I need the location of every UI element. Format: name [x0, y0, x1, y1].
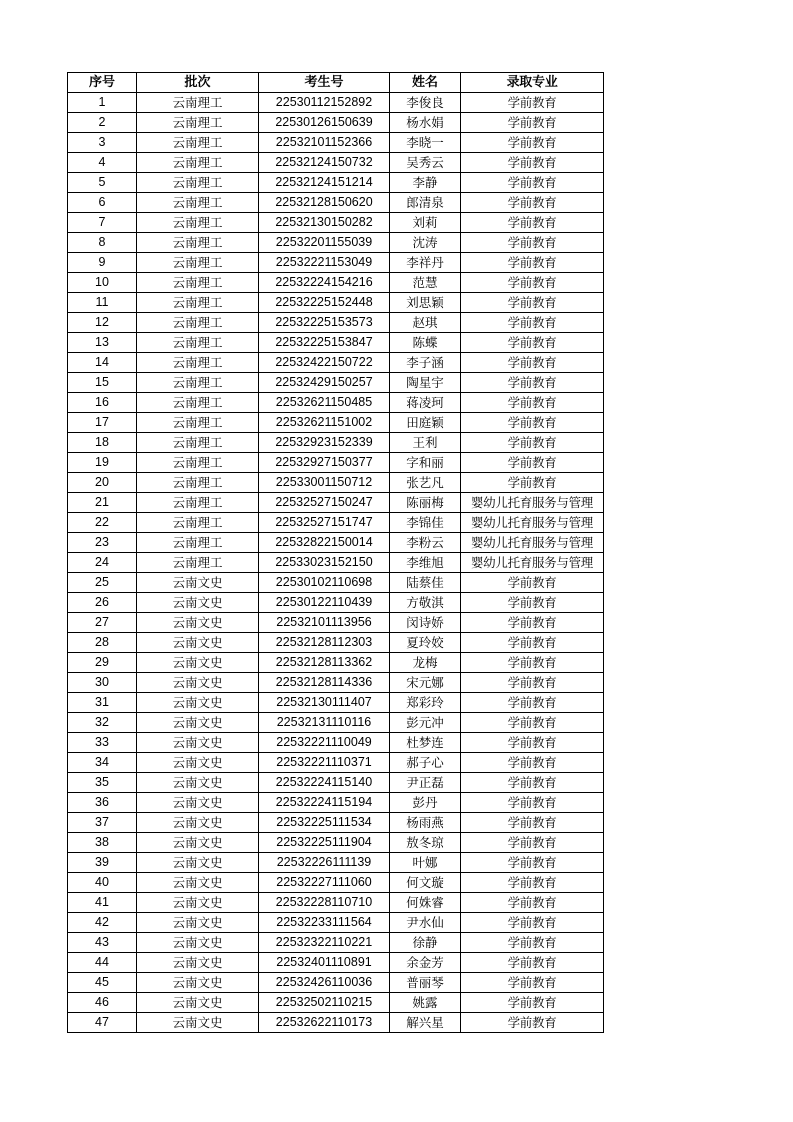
- cell-batch: 云南理工: [137, 153, 259, 173]
- table-row: [68, 573, 604, 593]
- cell-batch: 云南文史: [137, 873, 259, 893]
- table-row: [68, 533, 604, 553]
- cell-batch: 云南文史: [137, 853, 259, 873]
- cell-major: 学前教育: [461, 973, 604, 993]
- cell-batch: 云南文史: [137, 973, 259, 993]
- cell-batch: 云南文史: [137, 953, 259, 973]
- cell-no: 27: [68, 613, 137, 633]
- cell-no: 44: [68, 953, 137, 973]
- cell-exam-id: 22532130111407: [259, 693, 390, 713]
- cell-batch: 云南文史: [137, 793, 259, 813]
- table-row: [68, 933, 604, 953]
- cell-exam-id: 22532401110891: [259, 953, 390, 973]
- cell-major: 婴幼儿托育服务与管理: [461, 553, 604, 573]
- cell-name: 赵琪: [390, 313, 461, 333]
- cell-batch: 云南理工: [137, 273, 259, 293]
- cell-major: 学前教育: [461, 913, 604, 933]
- header-major: 录取专业: [461, 73, 604, 93]
- cell-name: 李祥丹: [390, 253, 461, 273]
- cell-batch: 云南理工: [137, 253, 259, 273]
- cell-batch: 云南文史: [137, 893, 259, 913]
- cell-major: 学前教育: [461, 473, 604, 493]
- cell-exam-id: 22532527150247: [259, 493, 390, 513]
- cell-major: 学前教育: [461, 633, 604, 653]
- table-row: [68, 513, 604, 533]
- cell-name: 敖冬琼: [390, 833, 461, 853]
- cell-no: 15: [68, 373, 137, 393]
- table-row: [68, 693, 604, 713]
- cell-no: 29: [68, 653, 137, 673]
- cell-exam-id: 22532228110710: [259, 893, 390, 913]
- cell-exam-id: 22532130150282: [259, 213, 390, 233]
- cell-no: 36: [68, 793, 137, 813]
- table-row: [68, 233, 604, 253]
- cell-major: 学前教育: [461, 293, 604, 313]
- cell-major: 学前教育: [461, 273, 604, 293]
- header-no: 序号: [68, 73, 137, 93]
- cell-no: 8: [68, 233, 137, 253]
- table-row: [68, 413, 604, 433]
- cell-major: 学前教育: [461, 313, 604, 333]
- cell-no: 21: [68, 493, 137, 513]
- cell-major: 学前教育: [461, 993, 604, 1013]
- cell-exam-id: 22532128113362: [259, 653, 390, 673]
- cell-no: 26: [68, 593, 137, 613]
- table-row: [68, 753, 604, 773]
- cell-name: 王利: [390, 433, 461, 453]
- cell-batch: 云南文史: [137, 713, 259, 733]
- cell-name: 蒋凌珂: [390, 393, 461, 413]
- cell-no: 32: [68, 713, 137, 733]
- header-row: [68, 73, 604, 93]
- cell-exam-id: 22532221110049: [259, 733, 390, 753]
- table-row: [68, 653, 604, 673]
- table-row: [68, 633, 604, 653]
- cell-name: 杨水娟: [390, 113, 461, 133]
- cell-no: 47: [68, 1013, 137, 1033]
- cell-no: 45: [68, 973, 137, 993]
- cell-name: 闵诗娇: [390, 613, 461, 633]
- cell-no: 9: [68, 253, 137, 273]
- table-row: [68, 453, 604, 473]
- cell-batch: 云南文史: [137, 913, 259, 933]
- cell-batch: 云南文史: [137, 753, 259, 773]
- cell-major: 学前教育: [461, 933, 604, 953]
- cell-major: 学前教育: [461, 413, 604, 433]
- cell-batch: 云南理工: [137, 173, 259, 193]
- table-row: [68, 213, 604, 233]
- cell-no: 46: [68, 993, 137, 1013]
- cell-exam-id: 22532131110116: [259, 713, 390, 733]
- cell-major: 学前教育: [461, 193, 604, 213]
- cell-exam-id: 22532221110371: [259, 753, 390, 773]
- table-row: [68, 173, 604, 193]
- table-row: [68, 973, 604, 993]
- cell-no: 19: [68, 453, 137, 473]
- cell-exam-id: 22532101152366: [259, 133, 390, 153]
- cell-no: 39: [68, 853, 137, 873]
- cell-major: 学前教育: [461, 893, 604, 913]
- cell-name: 字和丽: [390, 453, 461, 473]
- cell-name: 陆蔡佳: [390, 573, 461, 593]
- header-exam-id: 考生号: [259, 73, 390, 93]
- table-row: [68, 193, 604, 213]
- cell-batch: 云南文史: [137, 633, 259, 653]
- cell-major: 学前教育: [461, 773, 604, 793]
- cell-major: 学前教育: [461, 593, 604, 613]
- table-row: [68, 313, 604, 333]
- table-row: [68, 793, 604, 813]
- cell-exam-id: 22532622110173: [259, 1013, 390, 1033]
- cell-batch: 云南文史: [137, 1013, 259, 1033]
- table-row: [68, 993, 604, 1013]
- cell-no: 6: [68, 193, 137, 213]
- cell-batch: 云南理工: [137, 453, 259, 473]
- cell-name: 彭元冲: [390, 713, 461, 733]
- cell-no: 43: [68, 933, 137, 953]
- cell-no: 18: [68, 433, 137, 453]
- cell-batch: 云南理工: [137, 213, 259, 233]
- cell-major: 学前教育: [461, 793, 604, 813]
- cell-major: 学前教育: [461, 353, 604, 373]
- cell-name: 何姝睿: [390, 893, 461, 913]
- cell-major: 学前教育: [461, 693, 604, 713]
- cell-major: 婴幼儿托育服务与管理: [461, 493, 604, 513]
- table-body: [68, 93, 604, 1033]
- cell-exam-id: 22532233111564: [259, 913, 390, 933]
- cell-batch: 云南理工: [137, 93, 259, 113]
- cell-no: 34: [68, 753, 137, 773]
- cell-batch: 云南文史: [137, 653, 259, 673]
- cell-batch: 云南文史: [137, 673, 259, 693]
- cell-no: 1: [68, 93, 137, 113]
- table-row: [68, 913, 604, 933]
- cell-batch: 云南理工: [137, 373, 259, 393]
- cell-no: 23: [68, 533, 137, 553]
- cell-major: 学前教育: [461, 853, 604, 873]
- cell-exam-id: 22532822150014: [259, 533, 390, 553]
- cell-name: 余金芳: [390, 953, 461, 973]
- table-row: [68, 613, 604, 633]
- cell-batch: 云南理工: [137, 553, 259, 573]
- cell-batch: 云南文史: [137, 773, 259, 793]
- cell-batch: 云南理工: [137, 413, 259, 433]
- cell-no: 33: [68, 733, 137, 753]
- cell-batch: 云南文史: [137, 593, 259, 613]
- cell-exam-id: 22532124151214: [259, 173, 390, 193]
- cell-name: 李俊良: [390, 93, 461, 113]
- cell-exam-id: 22533023152150: [259, 553, 390, 573]
- cell-no: 3: [68, 133, 137, 153]
- cell-batch: 云南理工: [137, 113, 259, 133]
- cell-exam-id: 22530112152892: [259, 93, 390, 113]
- cell-no: 35: [68, 773, 137, 793]
- cell-batch: 云南理工: [137, 513, 259, 533]
- cell-batch: 云南理工: [137, 353, 259, 373]
- cell-batch: 云南理工: [137, 233, 259, 253]
- cell-name: 陈蝶: [390, 333, 461, 353]
- cell-no: 11: [68, 293, 137, 313]
- cell-major: 学前教育: [461, 1013, 604, 1033]
- cell-name: 杜梦连: [390, 733, 461, 753]
- cell-major: 学前教育: [461, 573, 604, 593]
- cell-name: 徐静: [390, 933, 461, 953]
- cell-no: 14: [68, 353, 137, 373]
- cell-no: 12: [68, 313, 137, 333]
- cell-major: 学前教育: [461, 433, 604, 453]
- cell-batch: 云南理工: [137, 433, 259, 453]
- cell-name: 尹正磊: [390, 773, 461, 793]
- cell-name: 郝子心: [390, 753, 461, 773]
- cell-batch: 云南文史: [137, 573, 259, 593]
- cell-batch: 云南理工: [137, 393, 259, 413]
- cell-batch: 云南理工: [137, 313, 259, 333]
- cell-major: 学前教育: [461, 173, 604, 193]
- table-row: [68, 353, 604, 373]
- cell-no: 38: [68, 833, 137, 853]
- cell-major: 学前教育: [461, 713, 604, 733]
- cell-batch: 云南文史: [137, 693, 259, 713]
- cell-no: 13: [68, 333, 137, 353]
- cell-name: 杨雨燕: [390, 813, 461, 833]
- cell-major: 学前教育: [461, 133, 604, 153]
- table-row: [68, 333, 604, 353]
- cell-exam-id: 22532527151747: [259, 513, 390, 533]
- cell-exam-id: 22532621150485: [259, 393, 390, 413]
- cell-no: 37: [68, 813, 137, 833]
- cell-no: 2: [68, 113, 137, 133]
- table-row: [68, 293, 604, 313]
- cell-exam-id: 22532422150722: [259, 353, 390, 373]
- cell-major: 学前教育: [461, 813, 604, 833]
- cell-major: 学前教育: [461, 613, 604, 633]
- cell-major: 学前教育: [461, 113, 604, 133]
- cell-exam-id: 22532227111060: [259, 873, 390, 893]
- cell-name: 刘莉: [390, 213, 461, 233]
- cell-exam-id: 22532224154216: [259, 273, 390, 293]
- table-row: [68, 473, 604, 493]
- cell-name: 龙梅: [390, 653, 461, 673]
- cell-batch: 云南理工: [137, 133, 259, 153]
- cell-batch: 云南文史: [137, 933, 259, 953]
- cell-name: 李子涵: [390, 353, 461, 373]
- cell-no: 17: [68, 413, 137, 433]
- cell-major: 学前教育: [461, 93, 604, 113]
- cell-name: 李粉云: [390, 533, 461, 553]
- cell-exam-id: 22532224115194: [259, 793, 390, 813]
- cell-exam-id: 22532226111139: [259, 853, 390, 873]
- cell-exam-id: 22532225111904: [259, 833, 390, 853]
- cell-batch: 云南文史: [137, 833, 259, 853]
- cell-name: 张艺凡: [390, 473, 461, 493]
- cell-name: 范慧: [390, 273, 461, 293]
- cell-exam-id: 22532225152448: [259, 293, 390, 313]
- table-row: [68, 813, 604, 833]
- cell-exam-id: 22533001150712: [259, 473, 390, 493]
- table-row: [68, 373, 604, 393]
- cell-batch: 云南理工: [137, 473, 259, 493]
- cell-major: 学前教育: [461, 953, 604, 973]
- table-row: [68, 493, 604, 513]
- cell-name: 彭丹: [390, 793, 461, 813]
- cell-name: 沈涛: [390, 233, 461, 253]
- cell-exam-id: 22532225111534: [259, 813, 390, 833]
- cell-batch: 云南理工: [137, 533, 259, 553]
- cell-no: 16: [68, 393, 137, 413]
- table-row: [68, 133, 604, 153]
- cell-no: 25: [68, 573, 137, 593]
- cell-no: 7: [68, 213, 137, 233]
- header-batch: 批次: [137, 73, 259, 93]
- cell-major: 婴幼儿托育服务与管理: [461, 533, 604, 553]
- cell-exam-id: 22532101113956: [259, 613, 390, 633]
- table-row: [68, 893, 604, 913]
- cell-batch: 云南理工: [137, 193, 259, 213]
- cell-name: 陈丽梅: [390, 493, 461, 513]
- cell-no: 42: [68, 913, 137, 933]
- cell-exam-id: 22532128150620: [259, 193, 390, 213]
- cell-major: 学前教育: [461, 153, 604, 173]
- table-row: [68, 393, 604, 413]
- cell-batch: 云南文史: [137, 813, 259, 833]
- cell-name: 陶星宇: [390, 373, 461, 393]
- cell-exam-id: 22532225153847: [259, 333, 390, 353]
- cell-exam-id: 22532426110036: [259, 973, 390, 993]
- cell-no: 4: [68, 153, 137, 173]
- cell-name: 姚露: [390, 993, 461, 1013]
- cell-exam-id: 22532124150732: [259, 153, 390, 173]
- cell-no: 28: [68, 633, 137, 653]
- table-header: [68, 73, 604, 93]
- table-row: [68, 1013, 604, 1033]
- cell-name: 郎清泉: [390, 193, 461, 213]
- cell-major: 学前教育: [461, 653, 604, 673]
- table-row: [68, 553, 604, 573]
- cell-name: 郑彩玲: [390, 693, 461, 713]
- cell-name: 叶娜: [390, 853, 461, 873]
- cell-exam-id: 22532322110221: [259, 933, 390, 953]
- table-row: [68, 853, 604, 873]
- table-row: [68, 113, 604, 133]
- table-row: [68, 253, 604, 273]
- cell-exam-id: 22532429150257: [259, 373, 390, 393]
- table-row: [68, 673, 604, 693]
- cell-name: 尹水仙: [390, 913, 461, 933]
- cell-batch: 云南理工: [137, 493, 259, 513]
- cell-exam-id: 22532128114336: [259, 673, 390, 693]
- cell-exam-id: 22530122110439: [259, 593, 390, 613]
- cell-exam-id: 22532225153573: [259, 313, 390, 333]
- cell-batch: 云南文史: [137, 613, 259, 633]
- cell-exam-id: 22532927150377: [259, 453, 390, 473]
- cell-name: 李维旭: [390, 553, 461, 573]
- cell-batch: 云南理工: [137, 293, 259, 313]
- cell-major: 学前教育: [461, 753, 604, 773]
- cell-major: 学前教育: [461, 873, 604, 893]
- cell-no: 41: [68, 893, 137, 913]
- cell-exam-id: 22532224115140: [259, 773, 390, 793]
- header-name: 姓名: [390, 73, 461, 93]
- table-row: [68, 773, 604, 793]
- table-row: [68, 153, 604, 173]
- cell-no: 5: [68, 173, 137, 193]
- cell-major: 学前教育: [461, 213, 604, 233]
- cell-name: 田庭颖: [390, 413, 461, 433]
- cell-name: 解兴星: [390, 1013, 461, 1033]
- cell-name: 夏玲姣: [390, 633, 461, 653]
- table-row: [68, 733, 604, 753]
- cell-no: 22: [68, 513, 137, 533]
- table-row: [68, 433, 604, 453]
- cell-major: 学前教育: [461, 373, 604, 393]
- cell-name: 何文璇: [390, 873, 461, 893]
- cell-exam-id: 22532221153049: [259, 253, 390, 273]
- cell-name: 宋元娜: [390, 673, 461, 693]
- admission-table: [67, 72, 604, 1033]
- cell-major: 学前教育: [461, 453, 604, 473]
- cell-no: 24: [68, 553, 137, 573]
- cell-name: 李晓一: [390, 133, 461, 153]
- cell-exam-id: 22532923152339: [259, 433, 390, 453]
- cell-name: 李锦佳: [390, 513, 461, 533]
- cell-major: 学前教育: [461, 333, 604, 353]
- table-row: [68, 273, 604, 293]
- cell-no: 40: [68, 873, 137, 893]
- cell-exam-id: 22530102110698: [259, 573, 390, 593]
- cell-name: 刘思颖: [390, 293, 461, 313]
- table-row: [68, 833, 604, 853]
- table-row: [68, 953, 604, 973]
- cell-name: 普丽琴: [390, 973, 461, 993]
- table-row: [68, 93, 604, 113]
- cell-exam-id: 22530126150639: [259, 113, 390, 133]
- cell-name: 吴秀云: [390, 153, 461, 173]
- table-row: [68, 593, 604, 613]
- cell-batch: 云南理工: [137, 333, 259, 353]
- cell-major: 学前教育: [461, 253, 604, 273]
- cell-no: 31: [68, 693, 137, 713]
- cell-no: 20: [68, 473, 137, 493]
- cell-major: 学前教育: [461, 733, 604, 753]
- table-row: [68, 713, 604, 733]
- cell-name: 李静: [390, 173, 461, 193]
- cell-major: 学前教育: [461, 673, 604, 693]
- cell-major: 学前教育: [461, 833, 604, 853]
- cell-batch: 云南文史: [137, 733, 259, 753]
- cell-name: 方敬淇: [390, 593, 461, 613]
- cell-major: 婴幼儿托育服务与管理: [461, 513, 604, 533]
- cell-no: 10: [68, 273, 137, 293]
- cell-exam-id: 22532621151002: [259, 413, 390, 433]
- cell-major: 学前教育: [461, 233, 604, 253]
- cell-exam-id: 22532128112303: [259, 633, 390, 653]
- cell-exam-id: 22532201155039: [259, 233, 390, 253]
- cell-batch: 云南文史: [137, 993, 259, 1013]
- cell-exam-id: 22532502110215: [259, 993, 390, 1013]
- cell-major: 学前教育: [461, 393, 604, 413]
- table-row: [68, 873, 604, 893]
- cell-no: 30: [68, 673, 137, 693]
